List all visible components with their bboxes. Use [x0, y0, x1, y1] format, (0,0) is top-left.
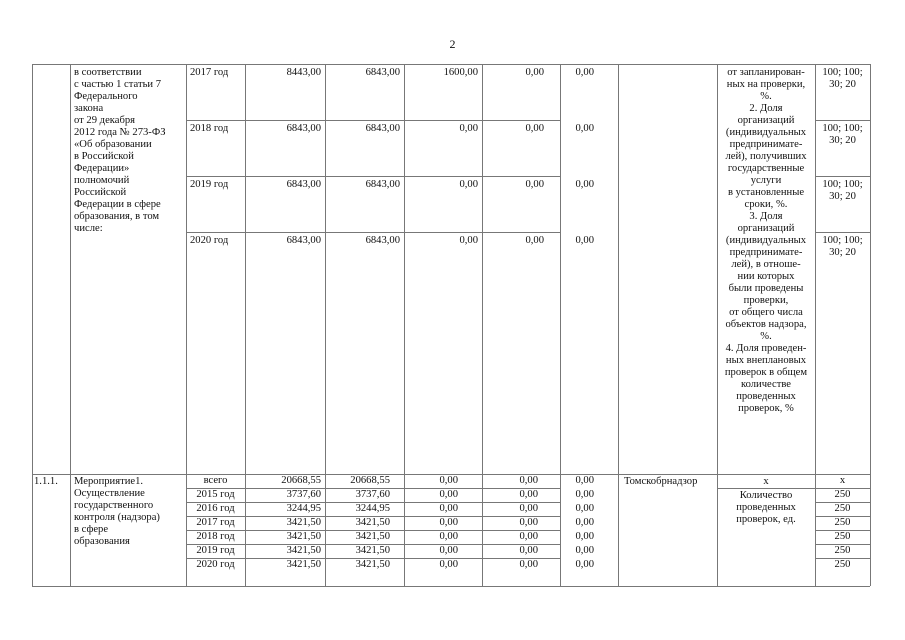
page-number: 2: [449, 37, 456, 51]
row-target-values: 100; 100; 30; 20: [822, 179, 863, 202]
row-extra-budget: 0,00: [575, 235, 594, 246]
item-description: Мероприятие1. Осуществление государственного контроля (надзора) в сфере образования: [74, 476, 160, 547]
item-number: 1.1.1.: [34, 476, 58, 487]
row-regional-budget: 0,00: [439, 545, 458, 556]
row-local-budget: 0,00: [525, 67, 544, 78]
row-line: [815, 120, 870, 121]
row-year: 2020 год: [196, 559, 235, 570]
row-year: 2018 год: [190, 123, 229, 134]
row-year: 2015 год: [196, 489, 235, 500]
row-federal-budget: 6843,00: [365, 123, 400, 134]
row-regional-budget: 0,00: [439, 517, 458, 528]
row-regional-budget: 0,00: [439, 503, 458, 514]
row-local-budget: 0,00: [525, 123, 544, 134]
section1-description: в соответствии с частью 1 статьи 7 Федерального закона от 29 декабря 2012 года № 273-ФЗ «Об образовании в Российской Федерации» полномочий Российской Федерации в сфере образования, в том числе:: [74, 67, 166, 234]
row-year: 2017 год: [190, 67, 229, 78]
row-federal-budget: 20668,55: [350, 475, 390, 486]
column-line: [70, 64, 71, 586]
row-target-value: 250: [834, 531, 851, 542]
row-line: [186, 176, 560, 177]
row-target-value: 250: [834, 503, 851, 514]
row-regional-budget: 0,00: [439, 475, 458, 486]
item-indicator-x: х: [763, 476, 769, 487]
column-line: [870, 64, 871, 586]
table-top-border: [32, 64, 870, 65]
section1-indicators: от запланирован- ных на проверки, %. 2. Доля организаций (индивидуальных предпринимате- лей), получивших государственные услуги в установленные сроки, %. 3. Доля организаций (индивидуальных предпринимате- лей), в отноше- нии которых были проведены проверки, от общего числа объектов надзора, %. 4. Доля проведен- ных внеплановых проверок в общем количестве проведенных проверок, %: [724, 67, 808, 414]
row-target-values: 100; 100; 30; 20: [822, 67, 863, 90]
row-extra-budget: 0,00: [575, 489, 594, 500]
row-extra-budget: 0,00: [575, 517, 594, 528]
row-federal-budget: 3244,95: [355, 503, 390, 514]
row-year: 2018 год: [196, 531, 235, 542]
row-local-budget: 0,00: [519, 545, 538, 556]
row-target-value: 250: [834, 545, 851, 556]
row-total: 3421,50: [286, 517, 321, 528]
row-extra-budget: 0,00: [575, 559, 594, 570]
row-extra-budget: 0,00: [575, 531, 594, 542]
row-extra-budget: 0,00: [575, 503, 594, 514]
row-total: 3737,60: [286, 489, 321, 500]
row-federal-budget: 3421,50: [355, 559, 390, 570]
row-year: 2019 год: [190, 179, 229, 190]
row-regional-budget: 0,00: [459, 235, 478, 246]
row-target-value: х: [839, 475, 846, 486]
row-regional-budget: 0,00: [439, 489, 458, 500]
row-total: 6843,00: [286, 123, 321, 134]
row-line: [815, 176, 870, 177]
row-total: 6843,00: [286, 179, 321, 190]
row-regional-budget: 0,00: [439, 559, 458, 570]
row-target-value: 250: [834, 517, 851, 528]
row-local-budget: 0,00: [519, 531, 538, 542]
row-total: 3421,50: [286, 545, 321, 556]
table-bottom-border: [32, 586, 870, 587]
row-year: всего: [203, 475, 228, 486]
row-year: 2020 год: [190, 235, 229, 246]
row-extra-budget: 0,00: [575, 475, 594, 486]
row-year: 2017 год: [196, 517, 235, 528]
row-local-budget: 0,00: [519, 517, 538, 528]
row-total: 3244,95: [286, 503, 321, 514]
row-federal-budget: 6843,00: [365, 179, 400, 190]
row-local-budget: 0,00: [525, 235, 544, 246]
row-regional-budget: 0,00: [459, 123, 478, 134]
row-target-values: 100; 100; 30; 20: [822, 123, 863, 146]
row-target-value: 250: [834, 559, 851, 570]
row-line: [186, 232, 560, 233]
row-extra-budget: 0,00: [575, 545, 594, 556]
row-local-budget: 0,00: [519, 503, 538, 514]
row-year: 2016 год: [196, 503, 235, 514]
row-target-values: 100; 100; 30; 20: [822, 235, 863, 258]
row-total: 3421,50: [286, 559, 321, 570]
row-local-budget: 0,00: [519, 475, 538, 486]
row-federal-budget: 6843,00: [365, 235, 400, 246]
column-line: [618, 64, 619, 586]
item-indicator: Количество проведенных проверок, ед.: [736, 490, 796, 525]
row-federal-budget: 3421,50: [355, 545, 390, 556]
row-federal-budget: 3737,60: [355, 489, 390, 500]
row-local-budget: 0,00: [519, 559, 538, 570]
row-regional-budget: 0,00: [459, 179, 478, 190]
row-federal-budget: 3421,50: [355, 517, 390, 528]
row-regional-budget: 1600,00: [443, 67, 478, 78]
column-line: [32, 64, 33, 586]
row-target-value: 250: [834, 489, 851, 500]
row-local-budget: 0,00: [519, 489, 538, 500]
item-executor: Томскобрнадзор: [624, 476, 698, 487]
row-federal-budget: 6843,00: [365, 67, 400, 78]
row-total: 6843,00: [286, 235, 321, 246]
row-extra-budget: 0,00: [575, 67, 594, 78]
row-extra-budget: 0,00: [575, 123, 594, 134]
row-extra-budget: 0,00: [575, 179, 594, 190]
row-regional-budget: 0,00: [439, 531, 458, 542]
row-line: [815, 232, 870, 233]
row-total: 8443,00: [286, 67, 321, 78]
row-federal-budget: 3421,50: [355, 531, 390, 542]
row-total: 3421,50: [286, 531, 321, 542]
row-local-budget: 0,00: [525, 179, 544, 190]
row-year: 2019 год: [196, 545, 235, 556]
row-line: [186, 120, 560, 121]
row-line: [717, 488, 815, 489]
row-total: 20668,55: [281, 475, 321, 486]
